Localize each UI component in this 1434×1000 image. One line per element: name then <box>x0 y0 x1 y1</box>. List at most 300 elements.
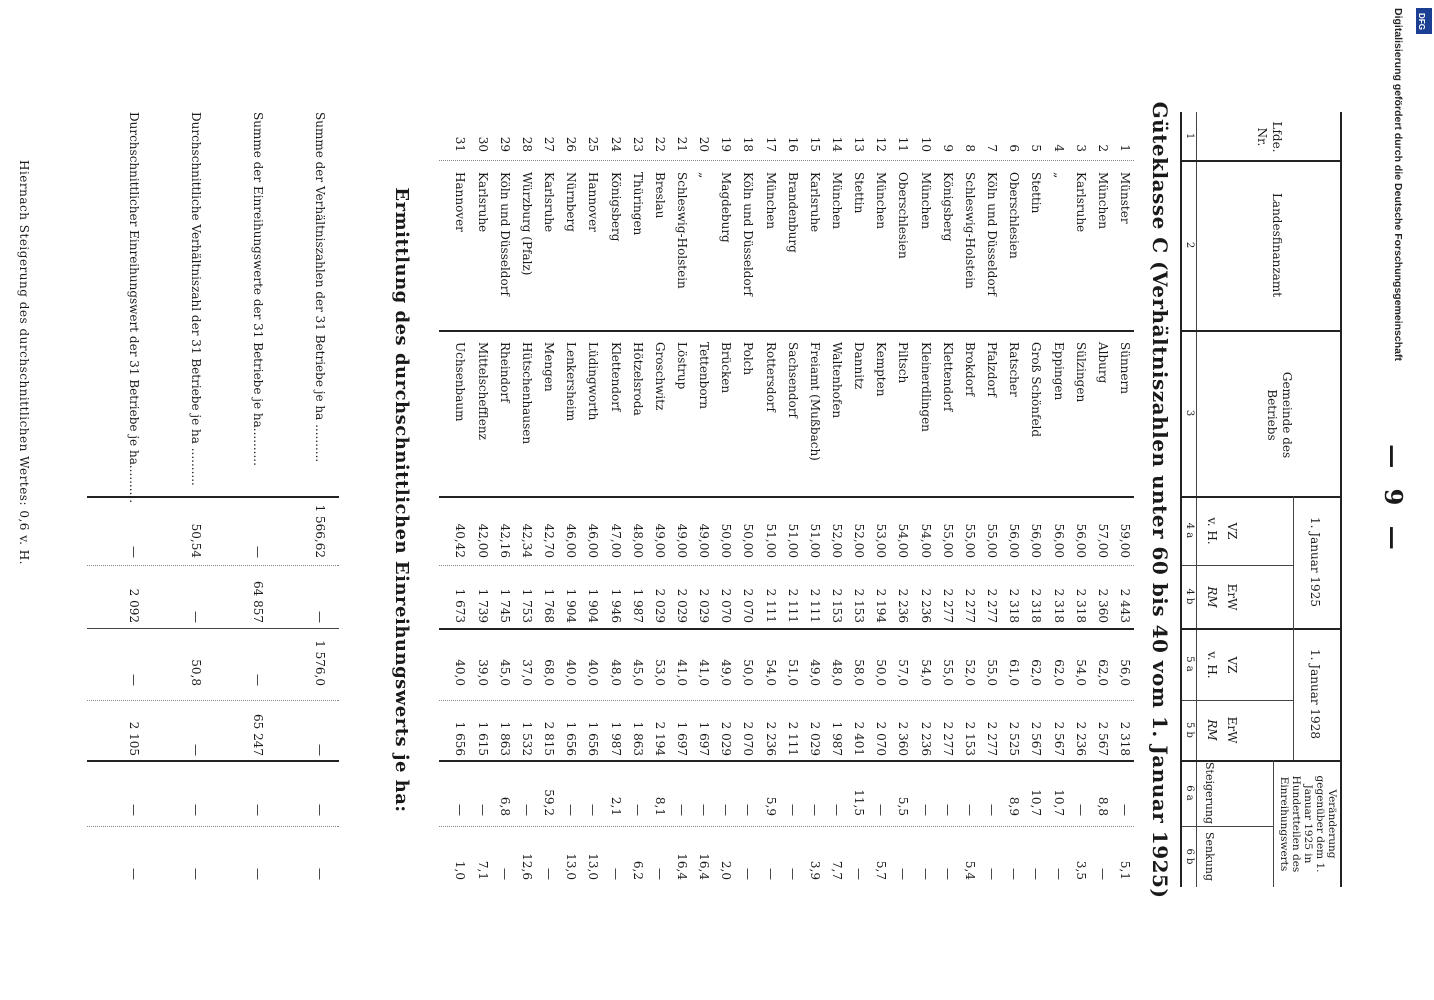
row-vz-1928: 62,0 <box>1029 659 1044 686</box>
row-number: 10 <box>918 136 933 152</box>
row-vz-1928: 54,0 <box>763 659 778 686</box>
row-vz-1928: 39,0 <box>475 659 490 686</box>
row-number: 30 <box>475 136 490 152</box>
row-erw-1925: 2 029 <box>675 588 689 623</box>
row-number: 13 <box>852 136 867 152</box>
row-vz-1928: 50,0 <box>741 659 756 686</box>
row-vz-1928: 68,0 <box>542 659 557 686</box>
row-senkung: 12,6 <box>519 853 534 880</box>
summary-value: — <box>251 674 265 686</box>
row-landesfinanzamt: Brandenburg <box>785 172 800 253</box>
header-date-rule <box>1293 496 1294 760</box>
row-landesfinanzamt: Köln und Düsseldorf <box>985 172 1000 296</box>
row-steigerung: 59,2 <box>542 789 557 816</box>
row-vz-1928: 54,0 <box>1073 659 1088 686</box>
summary-title: Ermittlung des durchschnittlichen Einreihungswerts je ha: <box>391 187 412 813</box>
row-senkung: 5,7 <box>874 860 889 880</box>
row-vz-1928: 62,0 <box>1051 659 1066 686</box>
row-gemeinde: Brokdorf <box>962 342 977 397</box>
row-senkung: 16,4 <box>697 853 712 880</box>
row-number: 11 <box>896 136 911 152</box>
header-vh-1925: v. H. <box>1205 517 1219 545</box>
row-erw-1925: 1 904 <box>564 588 579 623</box>
row-gemeinde: Alburg <box>1095 342 1110 384</box>
row-erw-1928: 2 153 <box>962 721 977 756</box>
header-col-number: 6 b <box>1184 848 1195 865</box>
header-col-number: 4 b <box>1184 588 1195 605</box>
row-vz-1928: 45,0 <box>497 659 512 686</box>
row-steigerung: — <box>785 804 800 816</box>
row-vz-1925: 48,00 <box>630 523 645 558</box>
row-senkung: — <box>918 868 933 880</box>
row-erw-1925: 2 318 <box>1029 588 1044 623</box>
row-erw-1928: 1 656 <box>453 721 468 756</box>
dfg-logo <box>1416 8 1432 34</box>
row-landesfinanzamt: „ <box>697 172 712 179</box>
row-erw-1928: 2 070 <box>741 721 756 756</box>
row-landesfinanzamt: Königsberg <box>608 172 623 242</box>
row-senkung: 13,0 <box>564 853 579 880</box>
row-erw-1928: 2 236 <box>918 721 933 756</box>
row-erw-1928: 2 815 <box>542 721 557 756</box>
header-col-number: 5 a <box>1184 656 1195 672</box>
row-erw-1928: 1 656 <box>564 721 579 756</box>
row-vz-1928: 45,0 <box>630 659 645 686</box>
row-gemeinde: Lüdingworth <box>586 342 601 421</box>
page-number: — 9 — <box>1379 444 1408 556</box>
row-vz-1925: 50,00 <box>719 523 734 558</box>
row-landesfinanzamt: Oberschlesien <box>896 172 911 259</box>
row-landesfinanzamt: München <box>830 172 845 230</box>
row-landesfinanzamt: Schleswig-Holstein <box>962 172 977 289</box>
row-number: 6 <box>1007 144 1022 152</box>
row-steigerung: 2,1 <box>608 796 623 816</box>
row-vz-1925: 53,00 <box>874 523 889 558</box>
row-gemeinde: Rheindorf <box>497 342 512 403</box>
row-landesfinanzamt: Würzburg (Pfalz) <box>519 172 534 276</box>
row-senkung: — <box>763 868 778 880</box>
row-erw-1925: 2 153 <box>852 588 867 623</box>
row-erw-1928: 2 401 <box>852 721 867 756</box>
row-gemeinde: Rottersdorf <box>763 342 778 412</box>
row-vz-1928: 40,0 <box>453 659 468 686</box>
header-col-divider <box>1182 330 1342 332</box>
row-erw-1928: 2 318 <box>1118 721 1132 756</box>
row-vz-1925: 42,16 <box>497 523 512 558</box>
row-vz-1928: 53,0 <box>652 659 667 686</box>
header-top-rule <box>1340 112 1342 887</box>
row-number: 7 <box>985 144 1000 152</box>
summary-value: — <box>127 546 141 558</box>
row-gemeinde: Kempten <box>874 342 889 397</box>
row-number: 22 <box>652 136 667 152</box>
row-vz-1925: 57,00 <box>1095 523 1110 558</box>
row-number: 16 <box>785 136 800 152</box>
row-number: 29 <box>497 136 512 152</box>
header-rm-1928: RM <box>1205 719 1219 741</box>
row-gemeinde: Lenkersheim <box>564 342 579 422</box>
row-erw-1928: 2 070 <box>874 721 889 756</box>
row-landesfinanzamt: Königsberg <box>940 172 955 242</box>
row-number: 15 <box>807 136 822 152</box>
header-col-number: 3 <box>1184 409 1195 417</box>
header-steigerung: Steigerung <box>1203 761 1216 824</box>
summary-value: 1 576,0 <box>313 640 327 686</box>
summary-value: 50,54 <box>189 523 203 558</box>
row-steigerung: 6,8 <box>497 796 512 816</box>
row-landesfinanzamt: Münster <box>1118 172 1132 224</box>
row-landesfinanzamt: Stettin <box>852 172 867 214</box>
row-vz-1928: 62,0 <box>1095 659 1110 686</box>
row-landesfinanzamt: München <box>1095 172 1110 230</box>
row-vz-1928: 54,0 <box>918 659 933 686</box>
summary-value: — <box>189 804 203 816</box>
summary-value: — <box>189 744 203 756</box>
row-erw-1925: 2 360 <box>1095 588 1110 623</box>
row-gemeinde: Dannitz <box>852 342 867 390</box>
row-number: 17 <box>763 136 778 152</box>
row-erw-1925: 2 236 <box>896 588 911 623</box>
row-landesfinanzamt: München <box>763 172 778 230</box>
row-gemeinde: Hütschenhausen <box>519 342 534 445</box>
row-landesfinanzamt: Breslau <box>652 172 667 219</box>
row-erw-1925: 1 987 <box>630 588 645 623</box>
row-erw-1925: 2 277 <box>985 588 1000 623</box>
row-senkung: 1,0 <box>453 860 468 880</box>
row-gemeinde: Piltsch <box>896 342 911 384</box>
row-vz-1925: 54,00 <box>918 523 933 558</box>
row-number: 24 <box>608 136 623 152</box>
row-vz-1925: 51,00 <box>785 523 800 558</box>
row-number: 2 <box>1095 144 1110 152</box>
row-senkung: — <box>985 868 1000 880</box>
row-erw-1925: 2 111 <box>785 588 800 623</box>
header-vh-1928: v. H. <box>1205 651 1219 679</box>
row-vz-1925: 40,42 <box>453 523 468 558</box>
row-vz-1928: 41,0 <box>675 659 689 686</box>
row-number: 21 <box>675 136 689 152</box>
row-gemeinde: Sachsendorf <box>785 342 800 418</box>
summary-value: 2 105 <box>127 721 141 756</box>
header-col-number: 4 a <box>1184 522 1195 539</box>
row-landesfinanzamt: Oberschlesien <box>1007 172 1022 259</box>
row-vz-1925: 51,00 <box>763 523 778 558</box>
summary-value: — <box>127 868 141 880</box>
row-gemeinde: Waltenhofen <box>830 342 845 419</box>
row-erw-1928: 2 194 <box>652 721 667 756</box>
row-vz-1928: 56,0 <box>1118 659 1132 686</box>
row-erw-1928: 2 360 <box>896 721 911 756</box>
row-vz-1925: 50,00 <box>741 523 756 558</box>
row-steigerung: — <box>586 804 601 816</box>
row-erw-1925: 1 673 <box>453 588 468 623</box>
row-gemeinde: Freiamt (Mußbach) <box>807 342 822 461</box>
row-erw-1925: 2 443 <box>1118 588 1132 623</box>
summary-value: — <box>251 804 265 816</box>
row-steigerung: — <box>741 804 756 816</box>
row-number: 8 <box>962 144 977 152</box>
header-jan-1925: 1. Januar 1925 <box>1308 517 1322 607</box>
row-gemeinde: Eppingen <box>1051 342 1066 401</box>
row-landesfinanzamt: München <box>874 172 889 230</box>
row-erw-1925: 1 946 <box>608 588 623 623</box>
row-number: 5 <box>1029 144 1044 152</box>
header-jan-1928: 1. Januar 1928 <box>1308 649 1322 739</box>
row-vz-1928: 55,0 <box>940 659 955 686</box>
row-vz-1925: 55,00 <box>940 523 955 558</box>
row-senkung: 3,5 <box>1073 860 1088 880</box>
summary-value: — <box>313 611 327 623</box>
row-steigerung: — <box>519 804 534 816</box>
row-steigerung: — <box>475 804 490 816</box>
row-vz-1925: 47,00 <box>608 523 623 558</box>
row-erw-1925: 2 194 <box>874 588 889 623</box>
header-lfde-nr: Lfde. Nr. <box>1255 121 1284 153</box>
row-vz-1925: 54,00 <box>896 523 911 558</box>
row-steigerung: — <box>719 804 734 816</box>
row-vz-1925: 56,00 <box>1007 523 1022 558</box>
row-erw-1925: 2 318 <box>1051 588 1066 623</box>
row-gemeinde: Klettendorf <box>608 342 623 412</box>
summary-label: Durchschnittliche Verhältniszahl der 31 Betriebe je ha .......... <box>189 112 203 486</box>
header-col-number: 2 <box>1184 241 1195 249</box>
row-gemeinde: Mengen <box>542 342 557 392</box>
row-erw-1928: 1 863 <box>497 721 512 756</box>
row-senkung: 3,9 <box>807 860 822 880</box>
row-vz-1925: 42,00 <box>475 523 490 558</box>
body-dotted-divider <box>439 160 1134 161</box>
row-erw-1925: 2 277 <box>962 588 977 623</box>
row-gemeinde: Tettenborn <box>697 342 712 410</box>
row-number: 14 <box>830 136 845 152</box>
row-steigerung: 10,7 <box>1029 789 1044 816</box>
row-vz-1925: 51,00 <box>807 523 822 558</box>
summary-value: — <box>127 804 141 816</box>
row-erw-1928: 2 525 <box>1007 721 1022 756</box>
row-landesfinanzamt: Magdeburg <box>719 172 734 243</box>
row-erw-1925: 1 904 <box>586 588 601 623</box>
row-gemeinde: Löstrup <box>675 342 689 390</box>
row-senkung: 13,0 <box>586 853 601 880</box>
row-number: 20 <box>697 136 712 152</box>
row-landesfinanzamt: Karlsruhe <box>542 172 557 233</box>
summary-label: Summe der Verhältniszahlen der 31 Betriebe je ha .......... <box>313 112 327 463</box>
row-vz-1925: 56,00 <box>1029 523 1044 558</box>
row-steigerung: — <box>697 804 712 816</box>
header-senkung: Senkung <box>1203 831 1216 881</box>
row-erw-1925: 2 029 <box>652 588 667 623</box>
row-steigerung: — <box>1073 804 1088 816</box>
summary-value: — <box>127 674 141 686</box>
row-gemeinde: Brücken <box>719 342 734 394</box>
row-erw-1928: 2 277 <box>940 721 955 756</box>
row-erw-1928: 1 987 <box>608 721 623 756</box>
summary-value: 50,8 <box>189 659 203 686</box>
row-landesfinanzamt: Nürnberg <box>564 172 579 232</box>
row-landesfinanzamt: Hannover <box>586 172 601 232</box>
header-vz-1928: VZ <box>1225 656 1239 674</box>
header-bottom-rule <box>1180 112 1182 887</box>
row-senkung: 7,1 <box>475 860 490 880</box>
row-erw-1925: 1 739 <box>475 588 490 623</box>
row-erw-1928: 2 029 <box>719 721 734 756</box>
row-erw-1925: 2 070 <box>719 588 734 623</box>
header-number-rule <box>1196 112 1197 887</box>
dfg-logo-text: DFG <box>1416 13 1426 30</box>
row-senkung: — <box>940 868 955 880</box>
header-change-rule <box>1273 760 1274 887</box>
table-title: Güteklasse C (Verhältniszahlen unter 60 bis 40 vom 1. Januar 1925) <box>1148 101 1172 899</box>
row-number: 12 <box>874 136 889 152</box>
row-erw-1928: 2 567 <box>1029 721 1044 756</box>
summary-dotted-divider <box>87 826 339 827</box>
row-number: 27 <box>542 136 557 152</box>
row-gemeinde: Groschwitz <box>652 342 667 411</box>
row-landesfinanzamt: Karlsruhe <box>475 172 490 233</box>
body-col-divider <box>439 330 1134 332</box>
row-steigerung: — <box>940 804 955 816</box>
row-vz-1925: 46,00 <box>586 523 601 558</box>
row-gemeinde: Kleinerdlingen <box>918 342 933 432</box>
row-senkung: — <box>1095 868 1110 880</box>
row-landesfinanzamt: Köln und Düsseldorf <box>497 172 512 296</box>
row-erw-1925: 2 153 <box>830 588 845 623</box>
row-gemeinde: Mittelschefflenz <box>475 342 490 440</box>
header-rm-1925: RM <box>1205 586 1219 608</box>
row-vz-1928: 50,0 <box>874 659 889 686</box>
summary-value: — <box>189 868 203 880</box>
row-erw-1928: 2 567 <box>1051 721 1066 756</box>
row-gemeinde: Hötzelsroda <box>630 342 645 416</box>
row-erw-1925: 2 029 <box>697 588 712 623</box>
row-senkung: — <box>852 868 867 880</box>
row-vz-1928: 58,0 <box>852 659 867 686</box>
row-steigerung: — <box>918 804 933 816</box>
header-landesfinanzamt: Landesfinanzamt <box>1270 192 1284 298</box>
row-steigerung: — <box>630 804 645 816</box>
row-vz-1928: 57,0 <box>896 659 911 686</box>
row-gemeinde: Polch <box>741 342 756 376</box>
row-landesfinanzamt: „ <box>1051 172 1066 179</box>
row-senkung: — <box>896 868 911 880</box>
row-senkung: — <box>1051 868 1066 880</box>
row-number: 23 <box>630 136 645 152</box>
row-senkung: 6,2 <box>630 860 645 880</box>
row-erw-1925: 2 111 <box>763 588 778 623</box>
row-vz-1925: 42,70 <box>542 523 557 558</box>
row-gemeinde: Sülzingen <box>1073 342 1088 403</box>
row-vz-1925: 52,00 <box>852 523 867 558</box>
header-col-number: 5 b <box>1184 722 1195 738</box>
summary-value: — <box>313 804 327 816</box>
row-erw-1928: 2 236 <box>763 721 778 756</box>
row-steigerung: 10,7 <box>1051 789 1066 816</box>
row-vz-1925: 56,00 <box>1073 523 1088 558</box>
row-vz-1925: 49,00 <box>652 523 667 558</box>
row-vz-1925: 49,00 <box>697 523 712 558</box>
row-erw-1925: 1 753 <box>519 588 534 623</box>
summary-dotted-divider <box>87 565 339 566</box>
row-vz-1928: 55,0 <box>985 659 1000 686</box>
row-senkung: — <box>608 868 623 880</box>
row-gemeinde: Uchsenbaum <box>453 342 468 422</box>
row-steigerung: 8,1 <box>652 796 667 816</box>
row-steigerung: — <box>985 804 1000 816</box>
row-landesfinanzamt: Thüringen <box>630 172 645 236</box>
row-senkung: — <box>1007 868 1022 880</box>
row-steigerung: — <box>807 804 822 816</box>
row-vz-1928: 49,0 <box>807 659 822 686</box>
row-vz-1925: 55,00 <box>985 523 1000 558</box>
summary-value: — <box>313 868 327 880</box>
row-number: 1 <box>1118 144 1132 152</box>
row-landesfinanzamt: Karlsruhe <box>1073 172 1088 233</box>
row-number: 4 <box>1051 144 1066 152</box>
summary-value: — <box>313 744 327 756</box>
row-number: 26 <box>564 136 579 152</box>
summary-col-divider <box>87 760 339 762</box>
summary-value: 65 247 <box>251 714 265 756</box>
row-erw-1925: 2 318 <box>1073 588 1088 623</box>
row-gemeinde: Sünnern <box>1118 342 1132 394</box>
row-steigerung: 5,5 <box>896 796 911 816</box>
row-senkung: 16,4 <box>675 853 689 880</box>
row-number: 28 <box>519 136 534 152</box>
row-vz-1928: 61,0 <box>1007 659 1022 686</box>
summary-label: Summe der Einreihungswerte der 31 Betriebe je ha.......... <box>251 112 265 466</box>
row-steigerung: 8,9 <box>1007 796 1022 816</box>
row-senkung: — <box>652 868 667 880</box>
row-erw-1928: 1 697 <box>675 721 689 756</box>
row-number: 3 <box>1073 144 1088 152</box>
row-steigerung: — <box>564 804 579 816</box>
row-senkung: — <box>741 868 756 880</box>
row-landesfinanzamt: Karlsruhe <box>807 172 822 233</box>
row-senkung: 2,0 <box>719 860 734 880</box>
row-erw-1928: 2 277 <box>985 721 1000 756</box>
row-senkung: 5,1 <box>1118 860 1132 880</box>
row-erw-1928: 2 567 <box>1095 721 1110 756</box>
row-erw-1928: 2 236 <box>1073 721 1088 756</box>
row-steigerung: 11,5 <box>852 789 867 816</box>
row-erw-1925: 2 236 <box>918 588 933 623</box>
row-vz-1928: 41,0 <box>697 659 712 686</box>
row-erw-1925: 2 111 <box>807 588 822 623</box>
row-gemeinde: Klettendorf <box>940 342 955 412</box>
row-number: 31 <box>453 136 468 152</box>
row-steigerung: — <box>675 804 689 816</box>
row-erw-1928: 1 656 <box>586 721 601 756</box>
row-number: 9 <box>940 144 955 152</box>
row-vz-1925: 42,34 <box>519 523 534 558</box>
row-vz-1925: 52,00 <box>830 523 845 558</box>
summary-value: — <box>251 868 265 880</box>
row-gemeinde: Groß Schönfeld <box>1029 342 1044 438</box>
row-vz-1925: 59,00 <box>1118 523 1132 558</box>
row-erw-1928: 1 615 <box>475 721 490 756</box>
row-senkung: — <box>542 868 557 880</box>
summary-col-divider <box>87 628 339 629</box>
row-steigerung: — <box>453 804 468 816</box>
row-vz-1925: 46,00 <box>564 523 579 558</box>
header-sub-divider <box>1182 826 1274 827</box>
summary-value: 1 566,62 <box>313 504 327 558</box>
row-number: 19 <box>719 136 734 152</box>
header-col-number: 6 a <box>1184 785 1195 801</box>
row-erw-1928: 2 029 <box>807 721 822 756</box>
row-steigerung: — <box>1118 804 1132 816</box>
header-change: Veränderung gegenüber dem 1. Januar 1925 in Hundertteilen des Einreihungswerts <box>1277 775 1338 873</box>
